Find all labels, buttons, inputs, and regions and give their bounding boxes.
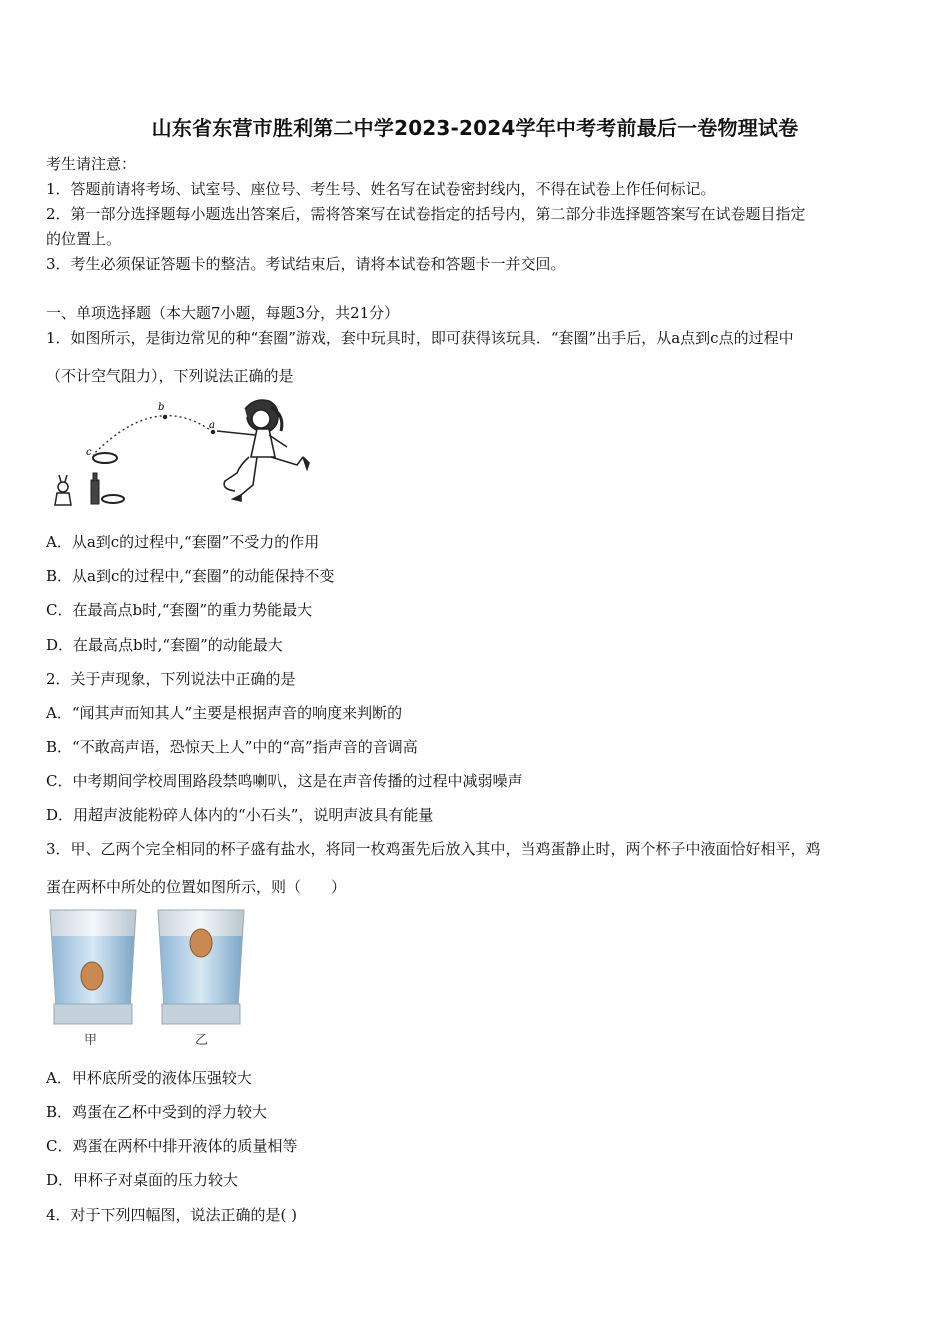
question-stem: 蛋在两杯中所处的位置如图所示，则（ ）	[46, 878, 347, 896]
option: B．“不敢高声语，恐惊天上人”中的“高”指声音的音调高	[46, 738, 418, 756]
notice-item: 1．答题前请将考场、试室号、座位号、考生号、姓名写在试卷密封线内，不得在试卷上作任何标记。	[46, 180, 716, 198]
option: C．鸡蛋在两杯中排开液体的质量相等	[46, 1137, 298, 1155]
toy-rabbit-icon	[55, 475, 71, 505]
page-title: 山东省东营市胜利第二中学2023-2024学年中考考前最后一卷物理试卷	[151, 116, 799, 140]
label-c: c	[86, 447, 92, 458]
section-heading: 一、单项选择题（本大题7小题，每题3分，共21分）	[46, 304, 400, 322]
option: A．甲杯底所受的液体压强较大	[46, 1069, 252, 1087]
notice-item: 的位置上。	[46, 230, 122, 248]
cup-label-yi: 乙	[195, 1033, 209, 1048]
egg-icon	[190, 929, 212, 957]
egg-icon	[81, 962, 103, 990]
cups-figure	[46, 908, 251, 1050]
option: D．甲杯子对桌面的压力较大	[46, 1171, 239, 1189]
label-b: b	[158, 402, 165, 413]
question-stem: 3．甲、乙两个完全相同的杯子盛有盐水，将同一枚鸡蛋先后放入其中，当鸡蛋静止时，两个杯子中液面恰好相平，鸡	[46, 840, 821, 858]
ring-toss-figure	[45, 395, 320, 513]
girl-throwing-icon	[217, 400, 309, 501]
question-stem: （不计空气阻力），下列说法正确的是	[46, 367, 294, 385]
question-stem: 4．对于下列四幅图，说法正确的是( )	[46, 1206, 298, 1224]
option: D．用超声波能粉碎人体内的“小石头”，说明声波具有能量	[46, 806, 434, 824]
option: B．鸡蛋在乙杯中受到的浮力较大	[46, 1103, 268, 1121]
notice-item: 3．考生必须保证答题卡的整洁。考试结束后，请将本试卷和答题卡一并交回。	[46, 255, 566, 273]
label-a: a	[209, 420, 215, 431]
option: D．在最高点b时,“套圈”的动能最大	[46, 636, 283, 654]
option: A．从a到c的过程中,“套圈”不受力的作用	[46, 533, 320, 551]
toy-bottle-icon	[91, 473, 124, 504]
cup-jia	[50, 910, 136, 1024]
cup-label-jia: 甲	[84, 1033, 98, 1048]
notice-item: 2．第一部分选择题每小题选出答案后，需将答案写在试卷指定的括号内，第二部分非选择题答案写在试卷题目指定	[46, 205, 806, 223]
option: C．在最高点b时,“套圈”的重力势能最大	[46, 601, 313, 619]
notice-heading: 考生请注意：	[46, 155, 137, 173]
question-stem: 2．关于声现象，下列说法中正确的是	[46, 670, 296, 688]
cup-yi	[158, 910, 244, 1024]
question-stem: 1．如图所示，是街边常见的种“套圈”游戏，套中玩具时，即可获得该玩具．“套圈”出手后，从a点到c点的过程中	[46, 329, 794, 347]
option: C．中考期间学校周围路段禁鸣喇叭，这是在声音传播的过程中减弱噪声	[46, 772, 523, 790]
option: A．“闻其声而知其人”主要是根据声音的响度来判断的	[46, 704, 403, 722]
option: B．从a到c的过程中,“套圈”的动能保持不变	[46, 567, 335, 585]
